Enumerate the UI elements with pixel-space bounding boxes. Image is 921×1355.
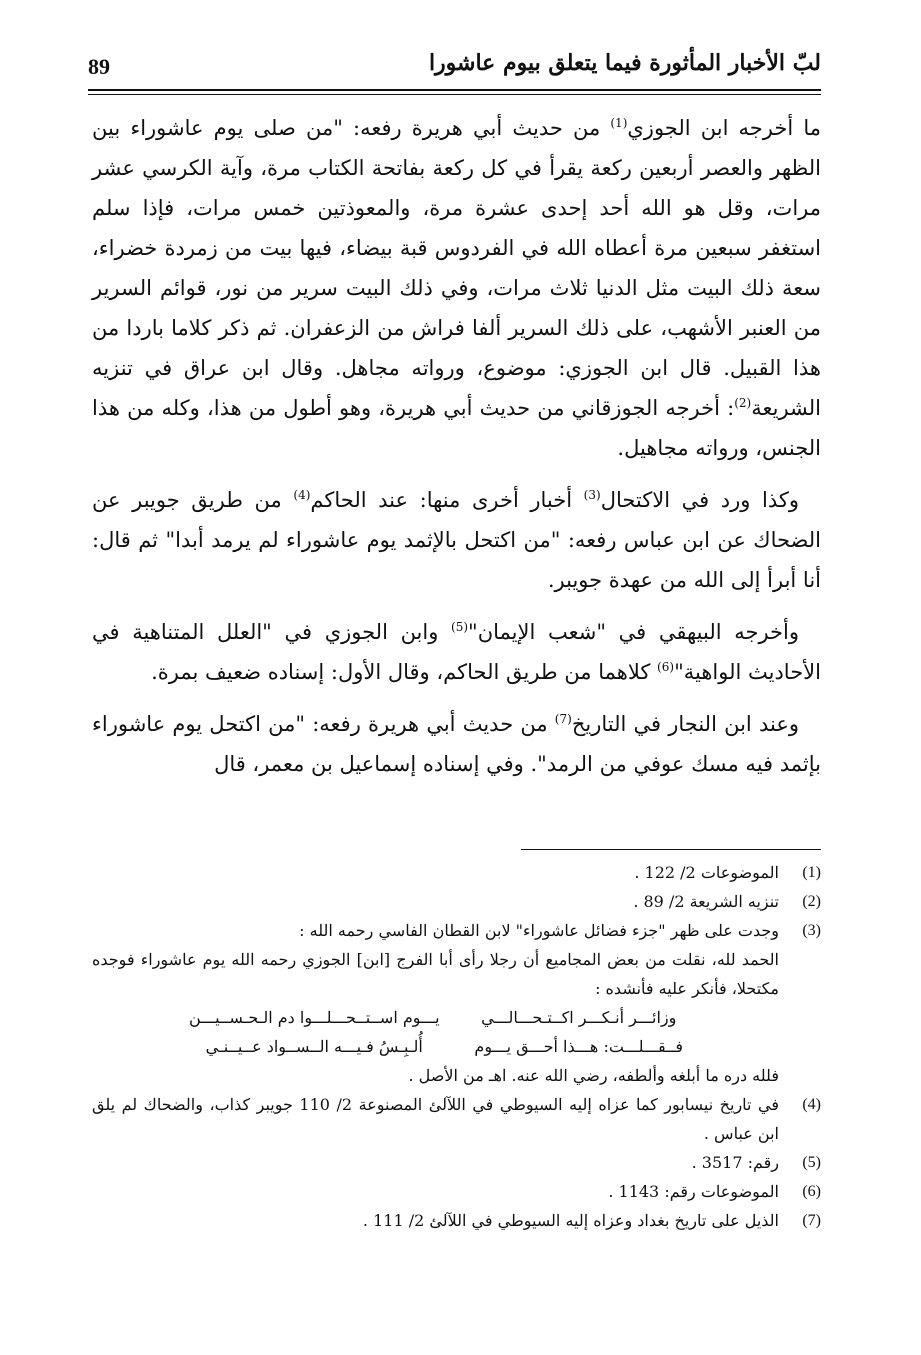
footnote-number: (4) [802,1096,821,1113]
verse-hemistich: أُلـبِـسُ فـيـــه الــســواد عــيــنـي [205,1037,423,1056]
footnote-ref-7[interactable]: (7) [554,712,572,726]
header-rule-thin [88,94,821,95]
footnote-3-continued: الحمد لله، نقلت من بعض المجاميع أن رجلا رأى أبا الفرج [ابن] الجوزي رحمه الله يوم عاشوراء فوجده مكتحلا، فأنكر عليه فأنشده : [92,950,779,998]
footnote-3-end: فلله دره ما أبلغه وألطفه، رضي الله عنه. اهـ من الأصل . [408,1066,779,1085]
paragraph-1 [92,108,821,468]
paragraph-4 [92,704,821,784]
paragraph-2 [92,480,821,600]
footnote-ref-2[interactable]: (2) [734,396,752,410]
running-head [88,50,821,90]
text-run: كلاهما من طريق الحاكم، وقال الأول: إسناده ضعيف بمرة. [151,660,658,684]
footnote-number: (1) [802,864,821,881]
footnote-text: رقم: 3517 . [691,1153,779,1172]
footnote-ref-1[interactable]: (1) [610,116,628,130]
footnote-text: الذيل على تاريخ بغداد وعزاه إليه السيوطي في اللآلئ 2/ 111 . [362,1211,779,1230]
footnote-2 [92,887,821,916]
text-run: أخبار أخرى منها: عند الحاكم [310,488,584,512]
footnote-ref-4[interactable]: (4) [293,488,311,502]
text-run: من حديث أبي هريرة رفعه: "من صلى يوم عاشوراء بين الظهر والعصر أربعين ركعة يقرأ في كل ركعة بفاتحة الكتاب مرة، وآية الكرسي عشر مرات، وقل هو الله أحد إحدى عشرة مرة، والمعوذتين خمس مرات، فإذا سلم استغفر سبعين مرة أعطاه الله في الفردوس قبة بيضاء، فيها بيت من زمردة خضراء، سعة ذلك البيت مثل الدنيا ثلاث مرات، وفي ذلك البيت سرير من نور، قوائم السرير من العنبر الأشهب، على ذلك السرير ألفا فراش من الزعفران. ثم ذكر كلاما باردا من هذا القبيل. قال ابن الجوزي: موضوع، ورواته مجاهل. وقال ابن عراق في تنزيه الشريعة [92,116,821,420]
footnote-number: (5) [802,1154,821,1171]
text-run: وابن الجوزي في "العلل المتناهية في الأحاديث الواهية" [92,620,821,684]
footnote-4 [92,1090,821,1148]
footnote-ref-5[interactable]: (5) [451,620,469,634]
footnote-text: الموضوعات رقم: 1143 . [608,1182,779,1201]
verse-line-2 [182,1032,711,1061]
footnote-ref-6[interactable]: (6) [657,660,675,674]
footnote-1 [92,858,821,887]
verse-hemistich: وزائـــر أنـكـــر اكــتـحـــالـــي [481,1008,677,1027]
text-run: ما أخرجه ابن الجوزي [627,116,821,140]
footnote-text: الموضوعات 2/ 122 . [634,863,779,882]
footnote-3 [92,916,821,945]
running-title: لبّ الأخبار المأثورة فيما يتعلق بيوم عاشورا [428,50,821,76]
footnote-number: (2) [802,893,821,910]
text-run: من طريق جويبر عن الضحاك عن ابن عباس رفعه: "من اكتحل بالإثمد يوم عاشوراء لم يرمد أبدا" ثم قال: أنا أبرأ إلى الله من عهدة جويبر. [92,488,821,592]
footnote-number: (7) [802,1212,821,1229]
verse-hemistich: يـــوم اســتــحـــلـــوا دم الـحـســيـــن [188,1008,440,1027]
main-text [92,108,821,796]
header-rule-thick [88,89,821,91]
footnote-7 [92,1206,821,1235]
text-run: من حديث أبي هريرة رفعه: "من اكتحل يوم عاشوراء بإثمد فيه مسك عوفي من الرمد". وفي إسناده إسماعيل بن معمر، قال [92,712,821,776]
footnote-6 [92,1177,821,1206]
paragraph-3 [92,612,821,692]
text-run: وعند ابن النجار في التاريخ [571,712,799,736]
footnotes [92,858,821,1235]
text-run: : أخرجه الجوزقاني من حديث أبي هريرة، وهو أطول من هذا، وكله من هذا الجنس، ورواته مجاهيل. [92,396,821,460]
footnote-ref-3[interactable]: (3) [583,488,601,502]
footnote-separator [521,849,821,850]
page-number: 89 [88,54,110,79]
verse-hemistich: فــقـــلـــت: هـــذا أحـــق يـــوم [474,1037,684,1056]
verse-line-1 [182,1003,711,1032]
footnote-number: (6) [802,1183,821,1200]
footnote-text: في تاريخ نيسابور كما عزاه إليه السيوطي في اللآلئ المصنوعة 2/ 110 جويبر كذاب، والضحاك لم يلق ابن عباس . [92,1095,779,1143]
footnote-text: تنزيه الشريعة 2/ 89 . [633,892,779,911]
footnote-5 [92,1148,821,1177]
footnote-text: وجدت على ظهر "جزء فضائل عاشوراء" لابن القطان الفاسي رحمه الله : [299,921,779,940]
footnote-number: (3) [802,922,821,939]
text-run: وأخرجه البيهقي في "شعب الإيمان" [468,620,799,644]
text-run: وكذا ورد في الاكتحال [600,488,799,512]
